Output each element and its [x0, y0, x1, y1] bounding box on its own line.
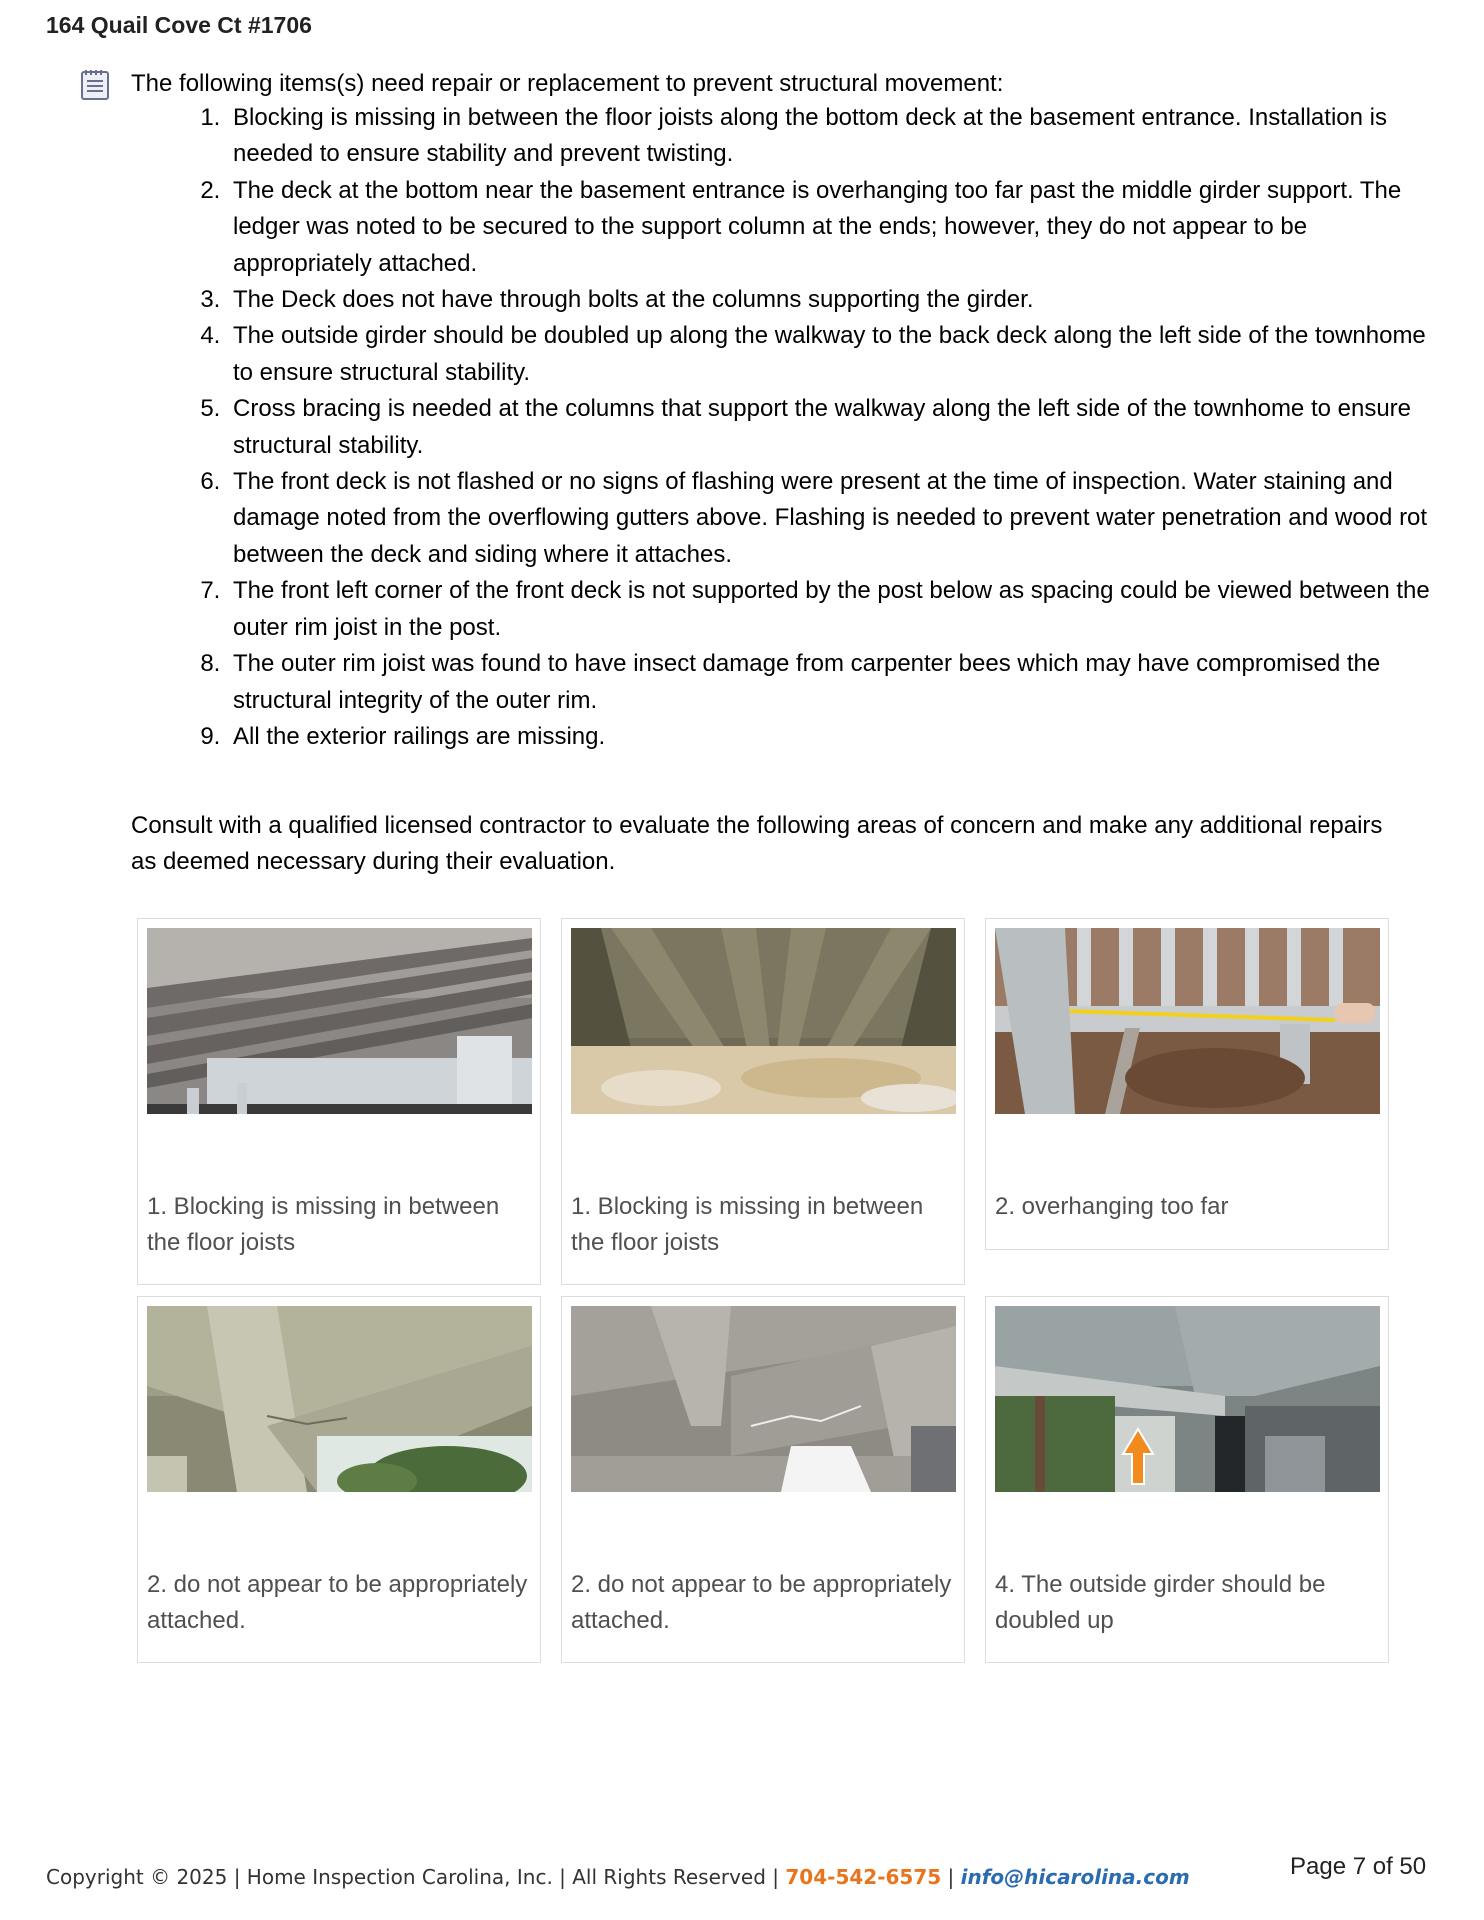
email-link[interactable]: info@hicarolina.com — [960, 1865, 1190, 1889]
photo-card — [137, 918, 541, 1285]
photo-caption: 4. The outside girder should be doubled up — [995, 1571, 1326, 1634]
photo-caption: 2. overhanging too far — [995, 1193, 1229, 1220]
copyright-text: Copyright © 2025 | Home Inspection Carolina, Inc. | All Rights Reserved | — [46, 1865, 780, 1889]
page-number: Page 7 of 50 — [1290, 1853, 1427, 1880]
repair-item: 6. The front deck is not flashed or no signs of flashing were present at the time of inspection. Water staining and damage noted from the overflowing gutters above. Flashing is needed to prevent water penetration and wood rot between the deck and siding where it attaches. — [227, 464, 1447, 573]
property-address: 164 Quail Cove Ct #1706 — [46, 12, 312, 38]
notepad-icon — [80, 67, 110, 101]
deck-overhang-photo[interactable] — [995, 928, 1380, 1114]
repair-item: 9. All the exterior railings are missing. — [227, 719, 1447, 755]
photo-card — [985, 918, 1389, 1250]
photo-card — [561, 918, 965, 1285]
section-intro: The following items(s) need repair or replacement to prevent structural movement: — [131, 70, 1004, 97]
deck-underside-photo[interactable] — [147, 928, 532, 1114]
repair-item: 3. The Deck does not have through bolts at the columns supporting the girder. — [227, 282, 1447, 318]
photo-caption: 1. Blocking is missing in between the floor joists — [571, 1193, 924, 1256]
photo-card — [561, 1296, 965, 1663]
phone-link[interactable]: 704-542-6575 — [785, 1865, 942, 1889]
repair-items-list — [187, 100, 1447, 755]
repair-item: 8. The outer rim joist was found to have insect damage from carpenter bees which may have compromised the structural integrity of the outer rim. — [227, 646, 1447, 719]
footer-copyright — [46, 1865, 1190, 1889]
photo-card — [985, 1296, 1389, 1663]
walkway-girder-photo[interactable] — [995, 1306, 1380, 1492]
repair-item: 5. Cross bracing is needed at the columns that support the walkway along the left side of the townhome to ensure structural stability. — [227, 391, 1447, 464]
photo-caption: 1. Blocking is missing in between the floor joists — [147, 1193, 500, 1256]
footer-separator: | — [947, 1865, 955, 1889]
ledger-connection-photo[interactable] — [147, 1306, 532, 1492]
repair-item: 4. The outside girder should be doubled up along the walkway to the back deck along the left side of the townhome to ensure structural stability. — [227, 318, 1447, 391]
consult-note: Consult with a qualified licensed contractor to evaluate the following areas of concern and make any additional repairs as deemed necessary during their evaluation. — [131, 812, 1383, 875]
photo-caption: 2. do not appear to be appropriately attached. — [571, 1571, 952, 1634]
ledger-connection-closeup-photo[interactable] — [571, 1306, 956, 1492]
photo-caption: 2. do not appear to be appropriately attached. — [147, 1571, 528, 1634]
repair-item: 7. The front left corner of the front deck is not supported by the post below as spacing could be viewed between the outer rim joist in the post. — [227, 573, 1447, 646]
repair-item: 1. Blocking is missing in between the floor joists along the bottom deck at the basement entrance. Installation is needed to ensure stability and prevent twisting. — [227, 100, 1447, 173]
photo-card — [137, 1296, 541, 1663]
repair-item: 2. The deck at the bottom near the basement entrance is overhanging too far past the middle girder support. The ledger was noted to be secured to the support column at the ends; however, they do not appear to be appropriately attached. — [227, 173, 1447, 282]
deck-joists-photo[interactable] — [571, 928, 956, 1114]
